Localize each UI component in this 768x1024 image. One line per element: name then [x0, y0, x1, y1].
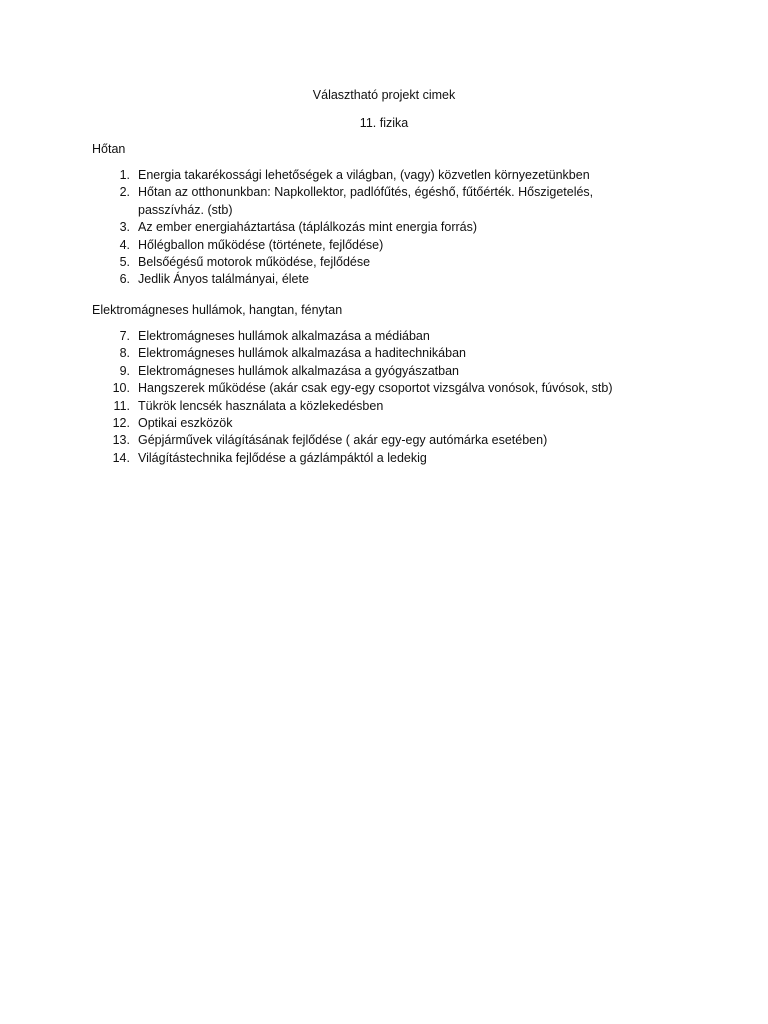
list-item-number: 5. [119, 255, 130, 270]
list-item [92, 219, 638, 236]
section-heading-hotan: Hőtan [92, 142, 126, 156]
list-item-number: 8. [119, 346, 130, 361]
list-item-text: Jedlik Ányos találmányai, élete [138, 272, 309, 287]
elektromagneses-list [92, 328, 638, 467]
list-item [92, 237, 638, 254]
list-item-number: 11. [113, 398, 130, 413]
list-item-number: 7. [119, 329, 130, 343]
list-item-number: 9. [119, 363, 130, 378]
list-item-text: Elektromágneses hullámok alkalmazása a gyógyászatban [138, 363, 460, 378]
list-item-text: Az ember energiaháztartása (táplálkozás mint energia forrás) [138, 220, 478, 235]
list-item [92, 184, 638, 219]
list-item-number: 12. [112, 416, 130, 431]
list-item-number: 10. [112, 381, 130, 396]
list-item [92, 345, 638, 362]
list-item [92, 271, 638, 288]
list-item-text: Tükrök lencsék használata a közlekedésben [138, 398, 384, 413]
list-item [92, 415, 638, 432]
list-item-text: Elektromágneses hullámok alkalmazása a médiában [138, 329, 430, 343]
list-item-text: Gépjárművek világításának fejlődése ( akár egy-egy autómárka esetében) [138, 433, 548, 448]
list-item-number: 1. [119, 168, 130, 182]
list-item-number: 3. [119, 220, 130, 235]
list-item-text: Világítástechnika fejlődése a gázlámpáktól a ledekig [138, 450, 427, 465]
list-item-text: Hőtan az otthonunkban: Napkollektor, padlófűtés, égéshő, fűtőérték. Hőszigetelés, passzívház. (stb) [138, 185, 594, 217]
list-item-number: 4. [119, 237, 130, 252]
hotan-list [92, 167, 638, 289]
list-item [92, 328, 638, 345]
list-item-text: Belsőégésű motorok működése, fejlődése [138, 255, 371, 270]
list-item-number: 2. [119, 185, 130, 200]
list-item [92, 398, 638, 415]
list-item [92, 363, 638, 380]
list-item-number: 14. [112, 450, 130, 465]
list-item-number: 13. [112, 433, 130, 448]
list-item [92, 380, 638, 397]
list-item [92, 450, 638, 467]
document-title: Választható projekt cimek [312, 88, 456, 102]
list-item [92, 167, 638, 184]
list-item-text: Hőlégballon működése (története, fejlődése) [138, 237, 384, 252]
list-item-text: Elektromágneses hullámok alkalmazása a haditechnikában [138, 346, 466, 361]
list-item [92, 254, 638, 271]
list-item-text: Hangszerek működése (akár csak egy-egy csoportot vizsgálva vonósok, fúvósok, stb) [138, 381, 613, 396]
list-item-text: Energia takarékossági lehetőségek a világban, (vagy) közvetlen környezetünkben [138, 168, 590, 182]
section-heading-elektromagneses: Elektromágneses hullámok, hangtan, fénytan [92, 303, 343, 317]
list-item-number: 6. [119, 272, 130, 287]
document-subtitle: 11. fizika [359, 116, 409, 130]
list-item [92, 432, 638, 449]
list-item-text: Optikai eszközök [138, 416, 233, 431]
